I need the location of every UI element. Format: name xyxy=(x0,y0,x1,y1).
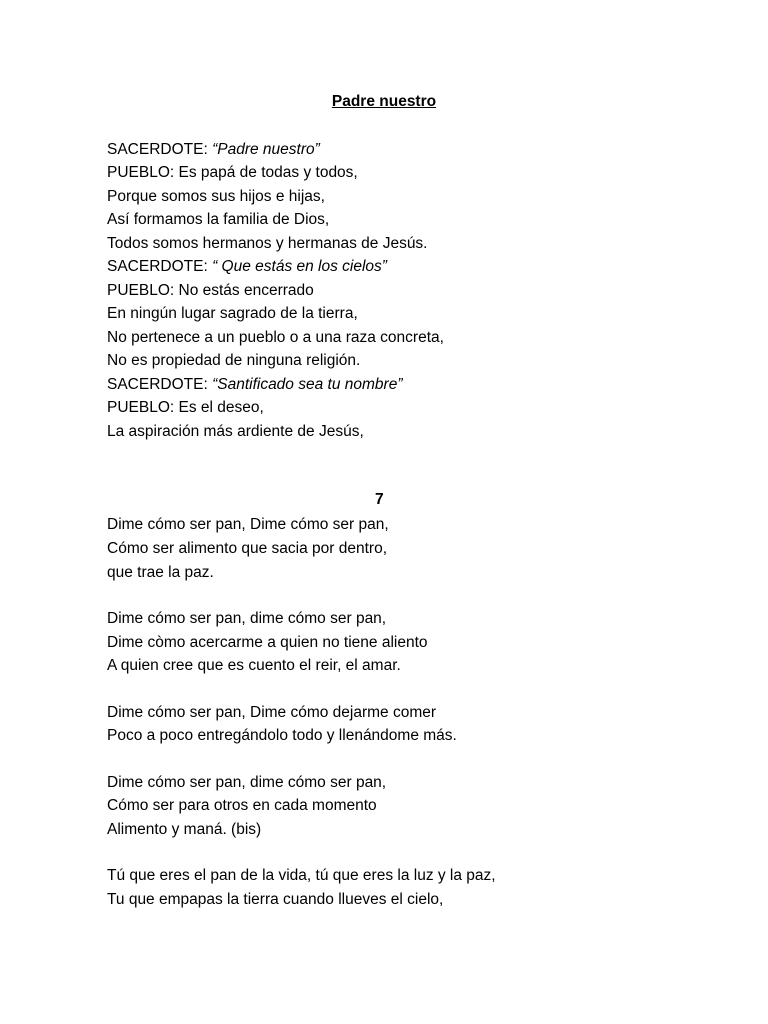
prayer-line xyxy=(107,279,314,302)
song-line: Dime cómo ser pan, dime cómo ser pan, xyxy=(107,774,387,791)
prayer-text: : Es papá de todas y todos, xyxy=(169,164,358,181)
page-title: Padre nuestro xyxy=(331,93,437,110)
prayer-line xyxy=(107,185,325,208)
prayer-text: Todos somos hermanos y hermanas de Jesús. xyxy=(107,235,428,252)
prayer-text: : Es el deseo, xyxy=(169,399,264,416)
prayer-line xyxy=(107,302,358,325)
song-line: Dime cómo ser pan, dime cómo ser pan, xyxy=(107,610,387,627)
speaker-label: PUEBLO xyxy=(107,282,170,299)
song-line: Tú que eres el pan de la vida, tú que eres la luz y la paz, xyxy=(107,867,496,884)
speaker-label: SACERDOTE: xyxy=(107,376,208,393)
prayer-text: La aspiración más ardiente de Jesús, xyxy=(107,423,364,440)
prayer-line xyxy=(107,255,387,278)
prayer-line xyxy=(107,232,428,255)
prayer-line xyxy=(107,396,264,419)
song-line: Alimento y maná. (bis) xyxy=(107,821,262,838)
song-line: A quien cree que es cuento el reir, el amar. xyxy=(107,657,401,674)
song-line: Tu que empapas la tierra cuando llueves el cielo, xyxy=(107,891,444,908)
song-line: Dime còmo acercarme a quien no tiene aliento xyxy=(107,634,428,651)
prayer-text: “ Que estás en los cielos” xyxy=(207,258,387,275)
song-line: que trae la paz. xyxy=(107,564,214,581)
speaker-label: SACERDOTE: xyxy=(107,141,208,158)
speaker-label: SACERDOTE: xyxy=(107,258,208,275)
song-number: 7 xyxy=(375,491,384,508)
prayer-text: “Santificado sea tu nombre” xyxy=(207,376,403,393)
prayer-line xyxy=(107,138,320,161)
prayer-line xyxy=(107,161,358,184)
song-line: Dime cómo ser pan, Dime cómo ser pan, xyxy=(107,516,389,533)
prayer-line xyxy=(107,420,364,443)
prayer-line xyxy=(107,208,329,231)
prayer-line xyxy=(107,349,360,372)
prayer-text: “Padre nuestro” xyxy=(207,141,320,158)
prayer-line xyxy=(107,326,444,349)
speaker-label: PUEBLO xyxy=(107,164,170,181)
speaker-label: PUEBLO xyxy=(107,399,170,416)
prayer-text: : No estás encerrado xyxy=(169,282,314,299)
prayer-text: En ningún lugar sagrado de la tierra, xyxy=(107,305,358,322)
prayer-text: Así formamos la familia de Dios, xyxy=(107,211,330,228)
song-line: Cómo ser para otros en cada momento xyxy=(107,797,377,814)
song-line: Poco a poco entregándolo todo y llenándome más. xyxy=(107,727,457,744)
prayer-text: Porque somos sus hijos e hijas, xyxy=(107,188,325,205)
prayer-text: No pertenece a un pueblo o a una raza concreta, xyxy=(107,329,444,346)
song-line: Cómo ser alimento que sacia por dentro, xyxy=(107,540,388,557)
prayer-line xyxy=(107,373,402,396)
song-line: Dime cómo ser pan, Dime cómo dejarme comer xyxy=(107,704,437,721)
prayer-text: No es propiedad de ninguna religión. xyxy=(107,352,361,369)
